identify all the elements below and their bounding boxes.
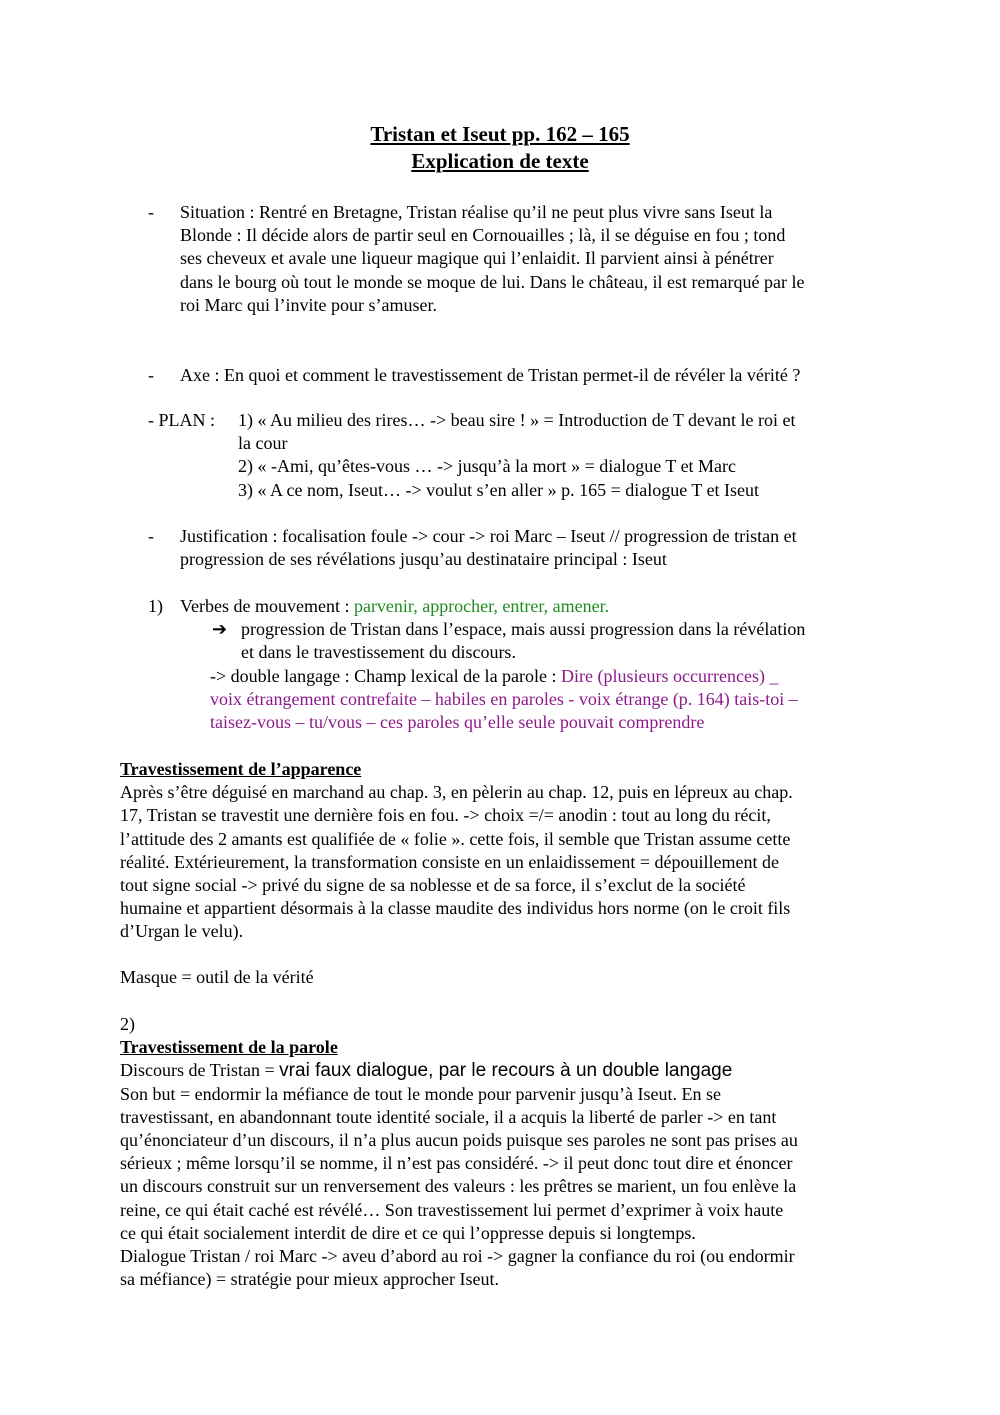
plan-list <box>238 409 918 502</box>
parole-line: sa méfiance) = stratégie pour mieux approcher Iseut. <box>120 1269 499 1290</box>
part2-number: 2) <box>120 1014 135 1034</box>
apparence-line: d’Urgan le velu). <box>120 921 244 942</box>
situation-line: Situation : Rentré en Bretagne, Tristan réalise qu’il ne peut plus vivre sans Iseut la <box>180 202 773 222</box>
plan-item: 3) « A ce nom, Iseut… -> voulut s’en aller » p. 165 = dialogue T et Iseut <box>238 479 760 500</box>
parole-line: qu’énonciateur d’un discours, il n’a plus aucun poids puisque ses paroles ne sont pas prises au <box>120 1130 798 1151</box>
document-subtitle: Explication de texte <box>411 149 589 173</box>
plan-item: 2) « -Ami, qu’êtes-vous … -> jusqu’à la mort » = dialogue T et Marc <box>238 456 737 477</box>
plan-label: - PLAN : <box>148 410 215 430</box>
situation-line: roi Marc qui l’invite pour s’amuser. <box>180 294 437 315</box>
discours-line: Discours de Tristan = vrai faux dialogue, par le recours à un double langage <box>120 1060 733 1082</box>
parole-line: Son but = endormir la méfiance de tout le monde pour parvenir jusqu’à Iseut. En se <box>120 1083 721 1104</box>
parole-line: travestissant, en abandonnant toute identité sociale, il a acquis la liberté de parler -> en tant <box>120 1106 777 1127</box>
verbs-lead: Verbes de mouvement : <box>180 596 354 616</box>
document-title: Tristan et Iseut pp. 162 – 165 <box>370 122 630 146</box>
apparence-line: réalité. Extérieurement, la transformation consiste en un enlaidissement = dépouillement de <box>120 851 779 872</box>
arrow-paragraph <box>241 618 901 664</box>
situation-line: dans le bourg où tout le monde se moque de lui. Dans le château, il est remarqué par le <box>180 271 805 292</box>
justification-paragraph <box>180 525 910 571</box>
parole-line: reine, ce qui était caché est révélé… Son travestissement lui permet d’exprimer à voix haute <box>120 1199 784 1220</box>
parole-line: sérieux ; même lorsqu’il se nomme, il n’est pas considéré. -> il peut donc tout dire et énoncer <box>120 1153 793 1174</box>
masque-line: Masque = outil de la vérité <box>120 967 314 987</box>
parole-line: ce qui était socialement interdit de dire et ce qui l’oppresse depuis si longtemps. <box>120 1222 696 1243</box>
apparence-line: 17, Tristan se travestit une dernière fois en fou. -> choix =/= anodin : tout au long du récit, <box>120 805 771 826</box>
arrow-icon: ➔ <box>212 619 228 639</box>
lexical-field-line: voix étrangement contrefaite – habiles en paroles - voix étrange (p. 164) tais-toi – <box>210 689 798 710</box>
discours-emphasis: vrai faux dialogue, par le recours à un double langage <box>279 1060 733 1082</box>
lexical-field-words: Dire (plusieurs occurrences) _ <box>561 666 779 686</box>
situation-bullet: - <box>148 202 154 222</box>
plan-item: 1) « Au milieu des rires… -> beau sire ! » = Introduction de T devant le roi et <box>238 410 796 430</box>
double-langage-line: -> double langage : Champ lexical de la parole : Dire (plusieurs occurrences) _ <box>210 666 779 686</box>
plan-item: la cour <box>238 433 288 454</box>
parole-heading: Travestissement de la parole <box>120 1037 338 1058</box>
part1-verbs-line <box>180 595 900 618</box>
lexical-field-line: taisez-vous – tu/vous – ces paroles qu’elle seule pouvait comprendre <box>210 712 705 733</box>
movement-verbs: parvenir, approcher, entrer, amener. <box>353 596 610 616</box>
apparence-line: tout signe social -> privé du signe de sa noblesse et de sa force, il s’exclut de la société <box>120 875 746 896</box>
arrow-line: et dans le travestissement du discours. <box>241 642 516 663</box>
apparence-line: l’attitude des 2 amants est qualifiée de « folie ». cette fois, il semble que Tristan assume cette <box>120 828 791 849</box>
part2-section <box>120 1013 900 1291</box>
apparence-line: Après s’être déguisé en marchand au chap. 3, en pèlerin au chap. 12, puis en lépreux au chap. <box>120 782 793 803</box>
apparence-heading: Travestissement de l’apparence <box>120 759 362 779</box>
arrow-line: progression de Tristan dans l’espace, mais aussi progression dans la révélation <box>241 619 806 639</box>
justification-line: Justification : focalisation foule -> cour -> roi Marc – Iseut // progression de tristan et <box>180 526 797 546</box>
situation-paragraph <box>180 201 900 317</box>
apparence-section <box>120 758 900 944</box>
parole-line: Dialogue Tristan / roi Marc -> aveu d’abord au roi -> gagner la confiance du roi (ou endormir <box>120 1246 795 1267</box>
axe-text: Axe : En quoi et comment le travestissement de Tristan permet-il de révéler la vérité ? <box>180 365 801 385</box>
axe-bullet: - <box>148 365 154 385</box>
apparence-line: humaine et appartient désormais à la classe maudite des individus hors norme (on le croit fils <box>120 898 791 919</box>
justification-bullet: - <box>148 526 154 546</box>
situation-line: ses cheveux et avale une liqueur magique qui l’enlaidit. Il parvient ainsi à pénétrer <box>180 248 774 269</box>
double-langage-paragraph <box>210 665 900 735</box>
part1-number: 1) <box>148 596 163 616</box>
parole-line: un discours construit sur un renversement des valeurs : les prêtres se marient, un fou enlève la <box>120 1176 797 1197</box>
justification-line: progression de ses révélations jusqu’au destinataire principal : Iseut <box>180 549 667 570</box>
situation-line: Blonde : Il décide alors de partir seul en Cornouailles ; là, il se déguise en fou ; tond <box>180 225 786 246</box>
